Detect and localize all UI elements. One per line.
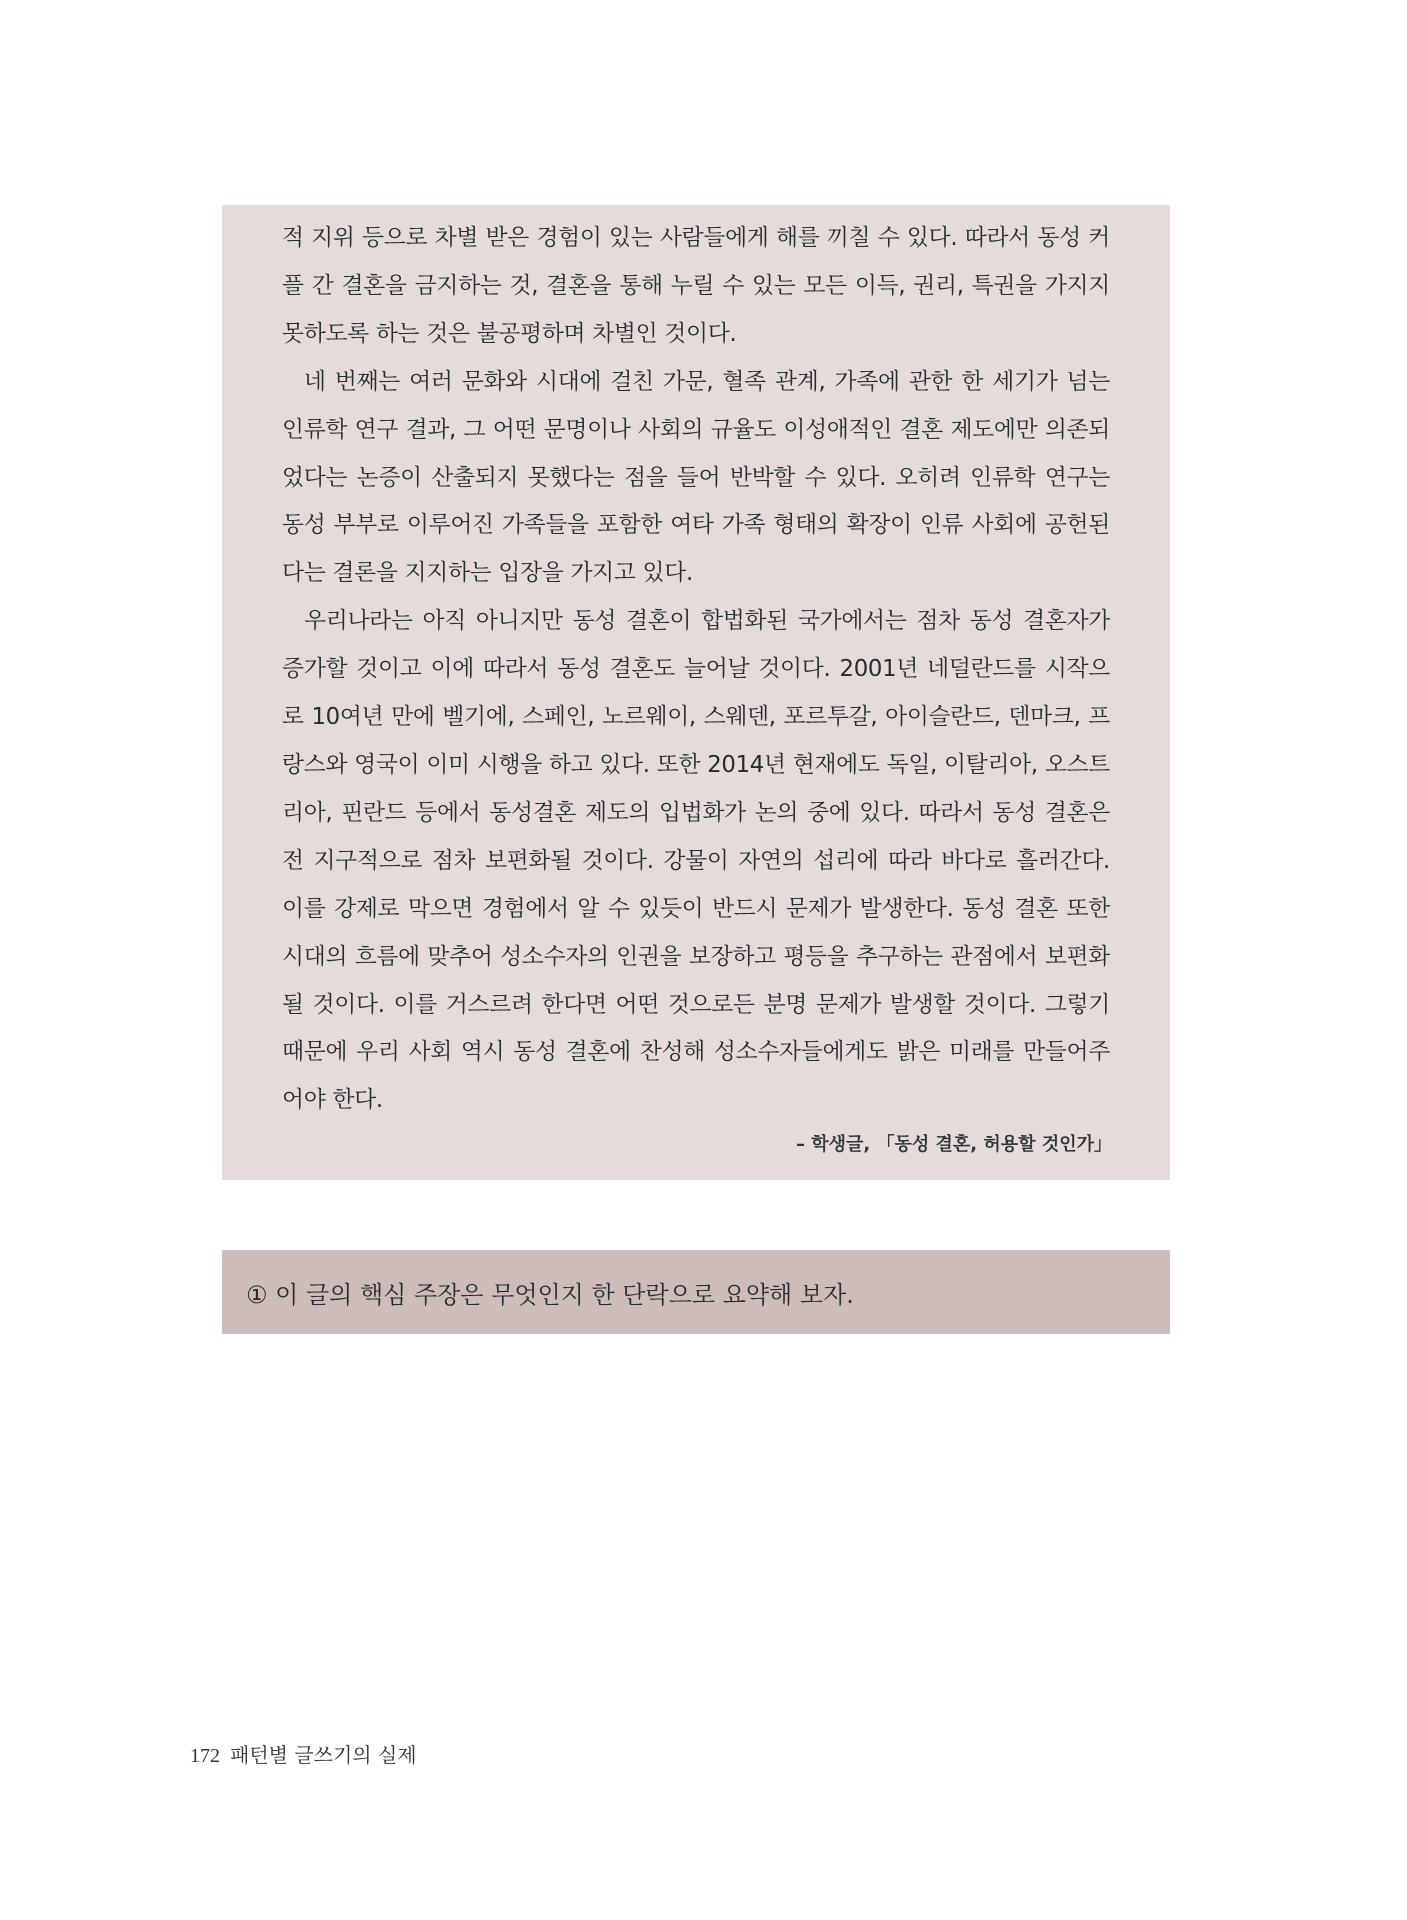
- question-box: [222, 1250, 1170, 1334]
- excerpt-paragraph-1: 적 지위 등으로 차별 받은 경험이 있는 사람들에게 해를 끼칠 수 있다. 따라서 동성 커플 간 결혼을 금지하는 것, 결혼을 통해 누릴 수 있는 모든 이득, 권리, 특권을 가지지 못하도록 하는 것은 불공평하며 차별인 것이다.: [282, 225, 1110, 347]
- page-footer: [190, 1739, 417, 1768]
- book-title: 패턴별 글쓰기의 실제: [230, 1743, 417, 1767]
- excerpt-box: [222, 205, 1170, 1180]
- excerpt-source: – 학생글, 「동성 결혼, 허용할 것인가」: [795, 1134, 1112, 1155]
- excerpt-paragraph-2: 네 번째는 여러 문화와 시대에 걸친 가문, 혈족 관계, 가족에 관한 한 세기가 넘는 인류학 연구 결과, 그 어떤 문명이나 사회의 규율도 이성애적인 결혼 제도에만 의존되었다는 논증이 산출되지 못했다는 점을 들어 반박할 수 있다. 오히려 인류학 연구는 동성 부부로 이루어진 가족들을 포함한 여타 가족 형태의 확장이 인류 사회에 공헌된다는 결론을 지지하는 입장을 가지고 있다.: [282, 368, 1110, 587]
- question-text: ① 이 글의 핵심 주장은 무엇인지 한 단락으로 요약해 보자.: [246, 1280, 854, 1309]
- page-number: 172: [190, 1745, 220, 1767]
- excerpt-text: [282, 215, 1110, 1125]
- excerpt-paragraph-3: 우리나라는 아직 아니지만 동성 결혼이 합법화된 국가에서는 점차 동성 결혼자가 증가할 것이고 이에 따라서 동성 결혼도 늘어날 것이다. 2001년 네덜란드를 시작으로 10여년 만에 벨기에, 스페인, 노르웨이, 스웨덴, 포르투갈, 아이슬란드, 덴마크, 프랑스와 영국이 이미 시행을 하고 있다. 또한 2014년 현재에도 독일, 이탈리아, 오스트리아, 핀란드 등에서 동성결혼 제도의 입법화가 논의 중에 있다. 따라서 동성 결혼은 전 지구적으로 점차 보편화될 것이다. 강물이 자연의 섭리에 따라 바다로 흘러간다. 이를 강제로 막으면 경험에서 알 수 있듯이 반드시 문제가 발생한다. 동성 결혼 또한 시대의 흐름에 맞추어 성소수자의 인권을 보장하고 평등을 추구하는 관점에서 보편화 될 것이다. 이를 거스르려 한다면 어떤 것으로든 분명 문제가 발생할 것이다. 그렇기 때문에 우리 사회 역시 동성 결혼에 찬성해 성소수자들에게도 밝은 미래를 만들어주어야 한다.: [282, 608, 1110, 1114]
